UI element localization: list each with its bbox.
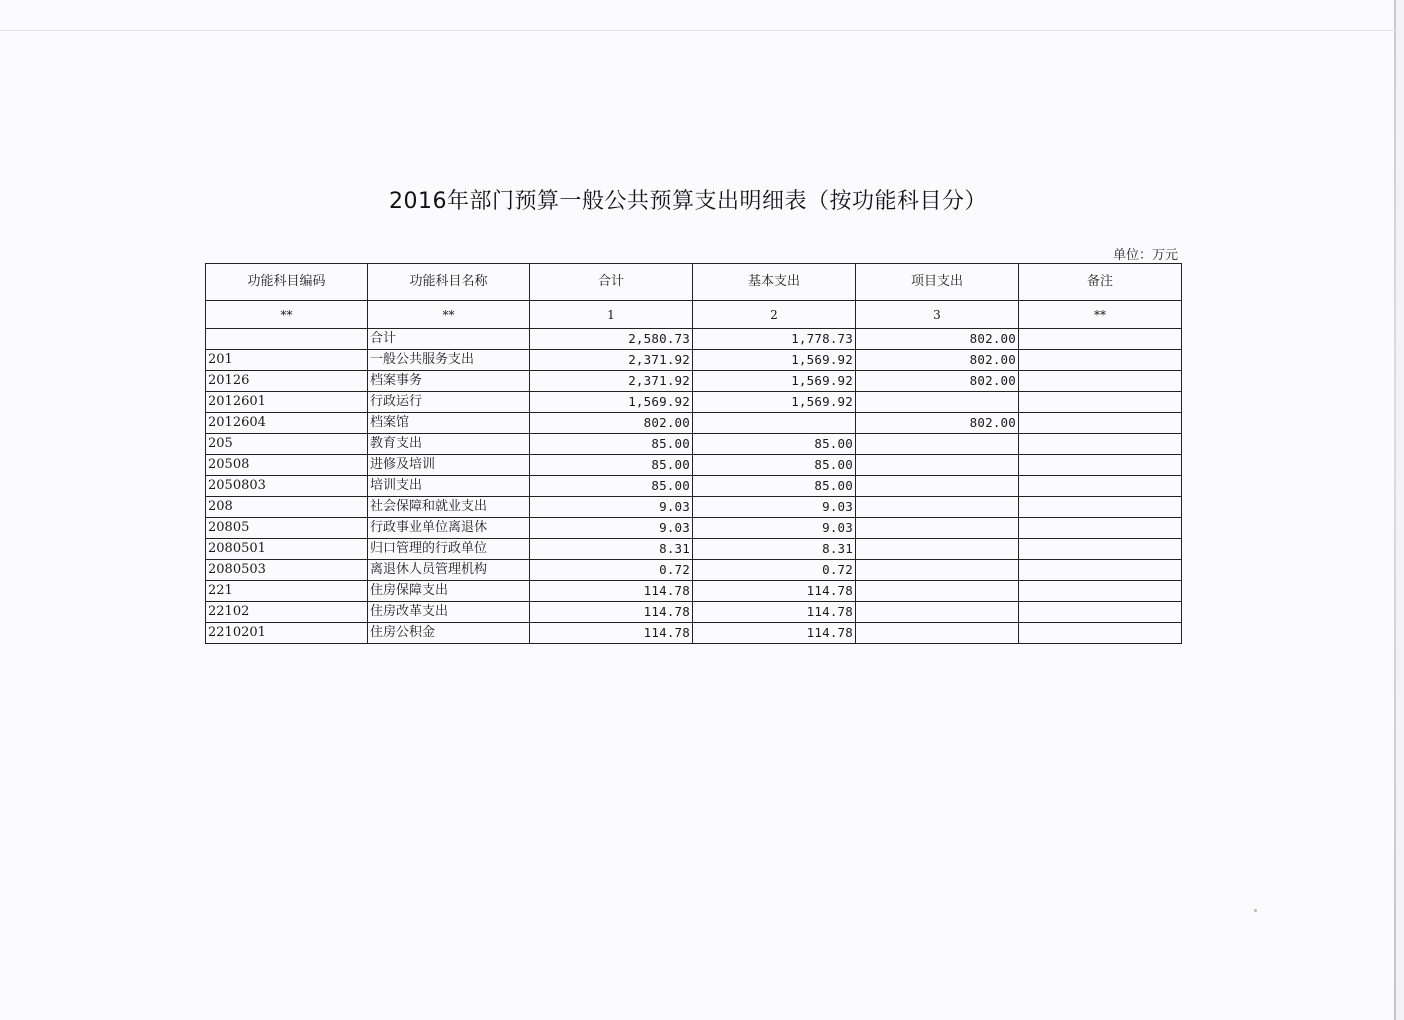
cell-total: 9.03 — [530, 497, 693, 518]
cell-note — [1019, 560, 1182, 581]
cell-total: 85.00 — [530, 455, 693, 476]
cell-basic: 85.00 — [693, 455, 856, 476]
table-row — [206, 623, 1182, 644]
cell-project: 802.00 — [856, 350, 1019, 371]
cell-project — [856, 476, 1019, 497]
cell-total: 8.31 — [530, 539, 693, 560]
cell-basic: 1,569.92 — [693, 350, 856, 371]
cell-note — [1019, 434, 1182, 455]
cell-name: 社会保障和就业支出 — [368, 497, 530, 518]
cell-project — [856, 455, 1019, 476]
cell-basic: 9.03 — [693, 497, 856, 518]
index-cell: ** — [1019, 301, 1182, 329]
cell-name: 教育支出 — [368, 434, 530, 455]
cell-code: 221 — [206, 581, 368, 602]
cell-basic — [693, 413, 856, 434]
table-body — [206, 264, 1182, 644]
cell-total: 0.72 — [530, 560, 693, 581]
header-basic: 基本支出 — [693, 264, 856, 301]
table-row — [206, 392, 1182, 413]
index-row — [206, 301, 1182, 329]
header-project: 项目支出 — [856, 264, 1019, 301]
cell-code — [206, 329, 368, 350]
cell-total: 85.00 — [530, 476, 693, 497]
table-row — [206, 350, 1182, 371]
scan-margin — [1396, 0, 1404, 1020]
cell-total: 9.03 — [530, 518, 693, 539]
table-row — [206, 329, 1182, 350]
cell-basic: 114.78 — [693, 623, 856, 644]
cell-basic: 1,569.92 — [693, 371, 856, 392]
cell-total: 2,580.73 — [530, 329, 693, 350]
cell-code: 2050803 — [206, 476, 368, 497]
cell-name: 一般公共服务支出 — [368, 350, 530, 371]
unit-label: 单位：万元 — [1112, 248, 1178, 263]
index-cell: 1 — [530, 301, 693, 329]
scan-speck — [1254, 909, 1257, 912]
cell-name: 离退休人员管理机构 — [368, 560, 530, 581]
header-total: 合计 — [530, 264, 693, 301]
cell-total: 2,371.92 — [530, 350, 693, 371]
cell-note — [1019, 539, 1182, 560]
table-row — [206, 518, 1182, 539]
cell-project — [856, 602, 1019, 623]
table-row — [206, 602, 1182, 623]
cell-name: 归口管理的行政单位 — [368, 539, 530, 560]
cell-code: 2210201 — [206, 623, 368, 644]
cell-total: 85.00 — [530, 434, 693, 455]
cell-code: 2080503 — [206, 560, 368, 581]
cell-basic: 0.72 — [693, 560, 856, 581]
cell-total: 2,371.92 — [530, 371, 693, 392]
cell-note — [1019, 371, 1182, 392]
cell-name: 住房保障支出 — [368, 581, 530, 602]
cell-project: 802.00 — [856, 413, 1019, 434]
cell-basic: 9.03 — [693, 518, 856, 539]
budget-table — [205, 263, 1182, 644]
cell-code: 20805 — [206, 518, 368, 539]
index-cell: 3 — [856, 301, 1019, 329]
cell-basic: 1,778.73 — [693, 329, 856, 350]
cell-note — [1019, 581, 1182, 602]
cell-name: 合计 — [368, 329, 530, 350]
cell-code: 2080501 — [206, 539, 368, 560]
cell-note — [1019, 413, 1182, 434]
cell-note — [1019, 455, 1182, 476]
paper-edge — [1394, 0, 1396, 1020]
table-row — [206, 371, 1182, 392]
cell-code: 20508 — [206, 455, 368, 476]
cell-code: 20126 — [206, 371, 368, 392]
cell-code: 2012604 — [206, 413, 368, 434]
cell-note — [1019, 350, 1182, 371]
cell-basic: 1,569.92 — [693, 392, 856, 413]
cell-name: 行政运行 — [368, 392, 530, 413]
cell-total: 114.78 — [530, 623, 693, 644]
table-row — [206, 413, 1182, 434]
table-row — [206, 539, 1182, 560]
cell-total: 114.78 — [530, 581, 693, 602]
table-row — [206, 455, 1182, 476]
cell-total: 1,569.92 — [530, 392, 693, 413]
cell-project — [856, 560, 1019, 581]
cell-code: 208 — [206, 497, 368, 518]
cell-note — [1019, 476, 1182, 497]
cell-name: 档案馆 — [368, 413, 530, 434]
cell-project — [856, 497, 1019, 518]
cell-note — [1019, 329, 1182, 350]
header-name: 功能科目名称 — [368, 264, 530, 301]
scan-top-line — [0, 30, 1396, 31]
cell-name: 进修及培训 — [368, 455, 530, 476]
index-cell: 2 — [693, 301, 856, 329]
cell-name: 住房公积金 — [368, 623, 530, 644]
table-row — [206, 476, 1182, 497]
cell-name: 档案事务 — [368, 371, 530, 392]
cell-basic: 114.78 — [693, 581, 856, 602]
index-cell: ** — [368, 301, 530, 329]
header-code: 功能科目编码 — [206, 264, 368, 301]
cell-note — [1019, 602, 1182, 623]
cell-note — [1019, 518, 1182, 539]
table-row — [206, 497, 1182, 518]
cell-project — [856, 392, 1019, 413]
cell-name: 行政事业单位离退休 — [368, 518, 530, 539]
cell-total: 114.78 — [530, 602, 693, 623]
cell-project: 802.00 — [856, 329, 1019, 350]
table-row — [206, 581, 1182, 602]
cell-total: 802.00 — [530, 413, 693, 434]
cell-note — [1019, 497, 1182, 518]
cell-code: 201 — [206, 350, 368, 371]
cell-code: 2012601 — [206, 392, 368, 413]
cell-basic: 85.00 — [693, 476, 856, 497]
cell-basic: 8.31 — [693, 539, 856, 560]
header-note: 备注 — [1019, 264, 1182, 301]
cell-code: 22102 — [206, 602, 368, 623]
cell-project — [856, 434, 1019, 455]
cell-basic: 114.78 — [693, 602, 856, 623]
cell-project — [856, 623, 1019, 644]
cell-project: 802.00 — [856, 371, 1019, 392]
header-row — [206, 264, 1182, 301]
cell-note — [1019, 623, 1182, 644]
table-row — [206, 560, 1182, 581]
table-row — [206, 434, 1182, 455]
cell-project — [856, 518, 1019, 539]
cell-project — [856, 581, 1019, 602]
cell-name: 培训支出 — [368, 476, 530, 497]
index-cell: ** — [206, 301, 368, 329]
cell-note — [1019, 392, 1182, 413]
cell-basic: 85.00 — [693, 434, 856, 455]
cell-project — [856, 539, 1019, 560]
cell-name: 住房改革支出 — [368, 602, 530, 623]
page-title: 2016年部门预算一般公共预算支出明细表（按功能科目分） — [389, 189, 987, 214]
cell-code: 205 — [206, 434, 368, 455]
